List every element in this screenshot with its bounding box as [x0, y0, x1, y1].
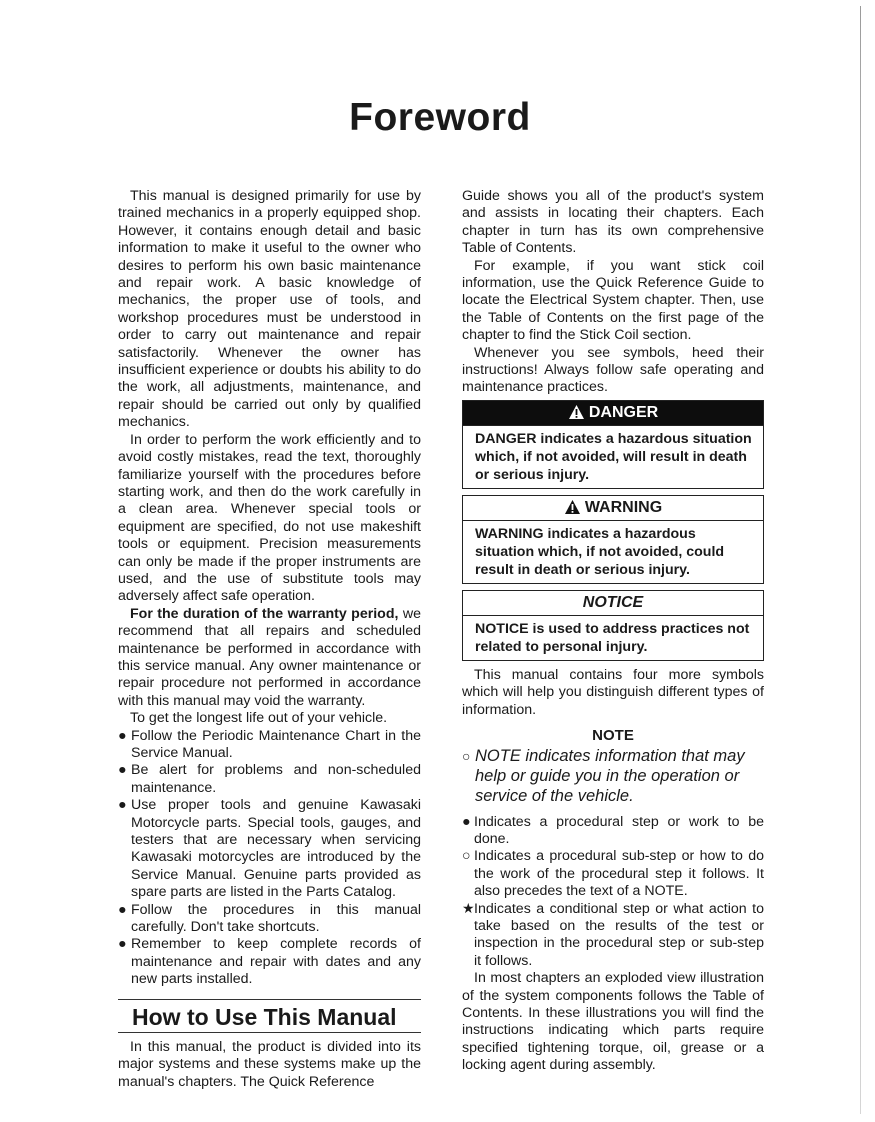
warning-triangle-icon [564, 499, 581, 523]
quick-guide-paragraph: Guide shows you all of the product's system and assists in locating their chapters. Each chapter in turn has its own comprehensive Table of Contents. [462, 188, 764, 257]
section-title: How to Use This Manual [132, 1003, 397, 1030]
warranty-text: we recommend that all repairs and scheduled maintenance be performed in accordance with this service manual. Any owner maintenance or repair procedure not performed in accordance with this manual may void the warranty. [118, 605, 421, 709]
note-heading: NOTE [592, 727, 634, 745]
scan-edge-line [860, 6, 861, 1114]
warning-text: WARNING indicates a hazardous situation which, if not avoided, could result in death or serious injury. [475, 525, 725, 578]
symbols-paragraph: Whenever you see symbols, heed their instructions! Always follow safe operating and maintenance practices. [462, 344, 764, 396]
danger-text: DANGER indicates a hazardous situation which, if not avoided, will result in death or serious injury. [475, 430, 752, 483]
note-example [462, 746, 764, 806]
warning-box [462, 495, 764, 584]
bullet-icon: ● [118, 797, 127, 814]
warranty-paragraph [118, 606, 421, 710]
hollow-circle-icon: ○ [462, 747, 471, 764]
divided-systems-paragraph: In this manual, the product is divided into its major systems and these systems make up the manual's chapters. The Quick Reference [118, 1038, 421, 1090]
list-item: ● Be alert for problems and non-scheduled maintenance. [118, 762, 421, 796]
list-item: ○ Indicates a procedural sub-step or how to do the work of the procedural step it follows. It also precedes the text of a NOTE. [462, 848, 764, 900]
warranty-bold-text: For the duration of the warranty period, [130, 605, 399, 622]
notice-text: NOTICE is used to address practices not related to personal injury. [475, 620, 750, 655]
maintenance-bullet-list [118, 728, 421, 989]
page-title: Foreword [349, 96, 531, 139]
warning-label: WARNING [584, 498, 663, 516]
list-item: ● Follow the procedures in this manual carefully. Don't take shortcuts. [118, 901, 421, 936]
notice-box [462, 590, 764, 661]
bullet-icon: ● [118, 936, 127, 953]
warning-header [463, 496, 763, 521]
hollow-circle-icon: ○ [462, 848, 471, 865]
list-item: ★ Indicates a conditional step or what action to take based on the results of the test or inspection in the procedural step or sub-step it follows. [462, 900, 764, 969]
efficiency-paragraph: In order to perform the work efficiently and to avoid costly mistakes, read the text, thoroughly familiarize yourself with the procedures before starting work, and then do the work carefully in a clean area. Whenever special tools or equipment are specified, do not use makeshift tools or equipment. Precision measurements can only be made if the proper instruments are used, and the use of substitute tools may adversely affect safe operation. [118, 431, 421, 605]
example-paragraph: For example, if you want stick coil information, use the Quick Reference Guide to locate the Electrical System chapter. Then, use the Table of Contents on the first page of the chapter to find the Stick Coil section. [462, 257, 764, 344]
list-item: ● Remember to keep complete records of maintenance and repair with dates and any new parts installed. [118, 936, 421, 988]
bullet-icon: ● [118, 901, 127, 918]
danger-header [463, 401, 763, 426]
warning-triangle-icon [568, 404, 585, 428]
symbol-legend-list [462, 814, 764, 971]
section-heading-box [118, 999, 421, 1033]
right-column [462, 188, 764, 1075]
note-example-text: NOTE indicates information that may help or guide you in the operation or service of the vehicle. [475, 746, 745, 805]
left-column [118, 188, 421, 1091]
bullet-icon: ● [118, 762, 127, 779]
list-item: ● Use proper tools and genuine Kawasaki Motorcycle parts. Special tools, gauges, and testers that are necessary when servicing Kawasaki motorcycles are introduced by the Service Manual. Genuine parts provided as spare parts are listed in the Parts Catalog. [118, 797, 421, 901]
longest-life-paragraph: To get the longest life out of your vehicle. [130, 710, 388, 727]
intro-paragraph: This manual is designed primarily for use by trained mechanics in a properly equipped shop. However, it contains enough detail and basic information to make it useful to the owner who desires to perform his own basic maintenance and repair work. A basic knowledge of mechanics, the proper use of tools, and workshop procedures must be understood in order to carry out maintenance and repair satisfactorily. Whenever the owner has insufficient experience or doubts his ability to do the work, all adjustments, maintenance, and repair should be carried out only by qualified mechanics. [118, 188, 421, 431]
bullet-icon: ● [118, 727, 127, 744]
filled-circle-icon: ● [462, 813, 471, 830]
danger-box [462, 400, 764, 489]
notice-header: NOTICE [463, 591, 763, 616]
exploded-view-paragraph: In most chapters an exploded view illustration of the system components follows the Table of Contents. In these illustrations you will find the instructions indicating which parts require specified tightening torque, oil, grease or a locking agent during assembly. [462, 970, 764, 1074]
four-symbols-paragraph: This manual contains four more symbols which will help you distinguish different types of information. [462, 666, 764, 718]
star-icon: ★ [462, 900, 475, 917]
list-item: ● Indicates a procedural step or work to be done. [462, 813, 764, 847]
danger-label: DANGER [588, 403, 659, 421]
list-item: ● Follow the Periodic Maintenance Chart in the Service Manual. [118, 727, 421, 761]
